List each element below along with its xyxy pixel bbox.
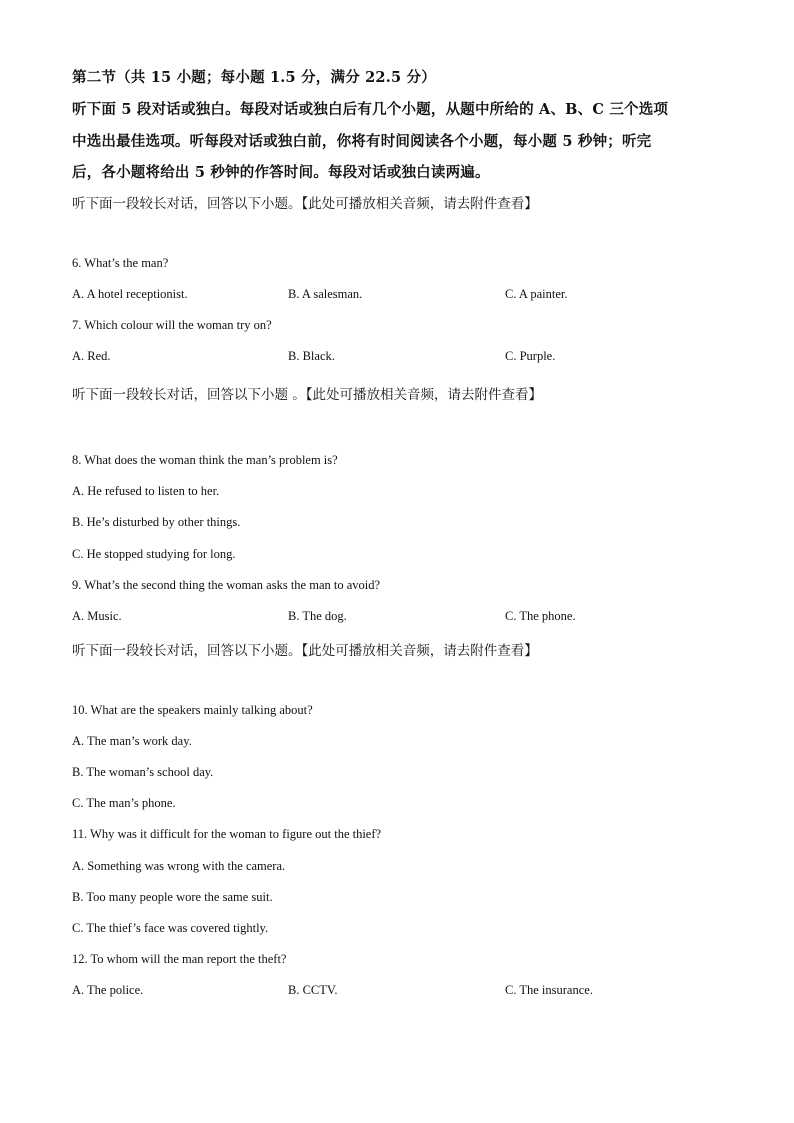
question-9-option-c: C. The phone.	[505, 609, 576, 623]
question-12-option-a: A. The police.	[72, 983, 144, 997]
question-11-stem: 11. Why was it difficult for the woman to figure out the thief?	[72, 827, 382, 841]
question-6-stem: 6. What’s the man?	[72, 256, 169, 270]
question-8-option-a: A. He refused to listen to her.	[72, 484, 220, 498]
question-6-option-a: A. A hotel receptionist.	[72, 287, 188, 301]
question-12-option-b: B. CCTV.	[288, 983, 338, 997]
instruction-line-2: 中选出最佳选项。听每段对话或独白前，你将有时间阅读各个小题，每小题 5 秒钟；听完	[72, 133, 652, 150]
question-12-option-c: C. The insurance.	[505, 983, 593, 997]
question-10-option-b: B. The woman’s school day.	[72, 765, 214, 779]
question-6-option-c: C. A painter.	[505, 287, 568, 301]
question-9-option-b: B. The dog.	[288, 609, 347, 623]
audio-note-1: 听下面一段较长对话，回答以下小题。【此处可播放相关音频，请去附件查看】	[72, 196, 538, 212]
question-10-option-a: A. The man’s work day.	[72, 734, 192, 748]
question-12-stem: 12. To whom will the man report the theft?	[72, 952, 287, 966]
question-9-option-a: A. Music.	[72, 609, 122, 623]
section-title: 第二节（共 15 小题；每小题 1.5 分，满分 22.5 分）	[72, 69, 436, 86]
question-11-option-c: C. The thief’s face was covered tightly.	[72, 921, 269, 935]
question-7-option-b: B. Black.	[288, 349, 335, 363]
question-8-option-c: C. He stopped studying for long.	[72, 547, 236, 561]
question-10-option-c: C. The man’s phone.	[72, 796, 176, 810]
question-8-stem: 8. What does the woman think the man’s problem is?	[72, 453, 338, 467]
question-7-option-c: C. Purple.	[505, 349, 556, 363]
question-10-stem: 10. What are the speakers mainly talking about?	[72, 703, 313, 717]
instruction-line-1: 听下面 5 段对话或独白。每段对话或独白后有几个小题，从题中所给的 A、B、C 三个选项	[72, 101, 669, 118]
question-9-stem: 9. What’s the second thing the woman asks the man to avoid?	[72, 578, 381, 592]
audio-note-2: 听下面一段较长对话，回答以下小题 。【此处可播放相关音频，请去附件查看】	[72, 387, 543, 403]
question-11-option-b: B. Too many people wore the same suit.	[72, 890, 273, 904]
audio-note-3: 听下面一段较长对话，回答以下小题。【此处可播放相关音频，请去附件查看】	[72, 643, 538, 659]
question-7-stem: 7. Which colour will the woman try on?	[72, 318, 272, 332]
question-11-option-a: A. Something was wrong with the camera.	[72, 859, 286, 873]
question-7-option-a: A. Red.	[72, 349, 111, 363]
instruction-line-3: 后，各小题将给出 5 秒钟的作答时间。每段对话或独白读两遍。	[72, 164, 490, 181]
question-6-option-b: B. A salesman.	[288, 287, 363, 301]
question-8-option-b: B. He’s disturbed by other things.	[72, 515, 241, 529]
